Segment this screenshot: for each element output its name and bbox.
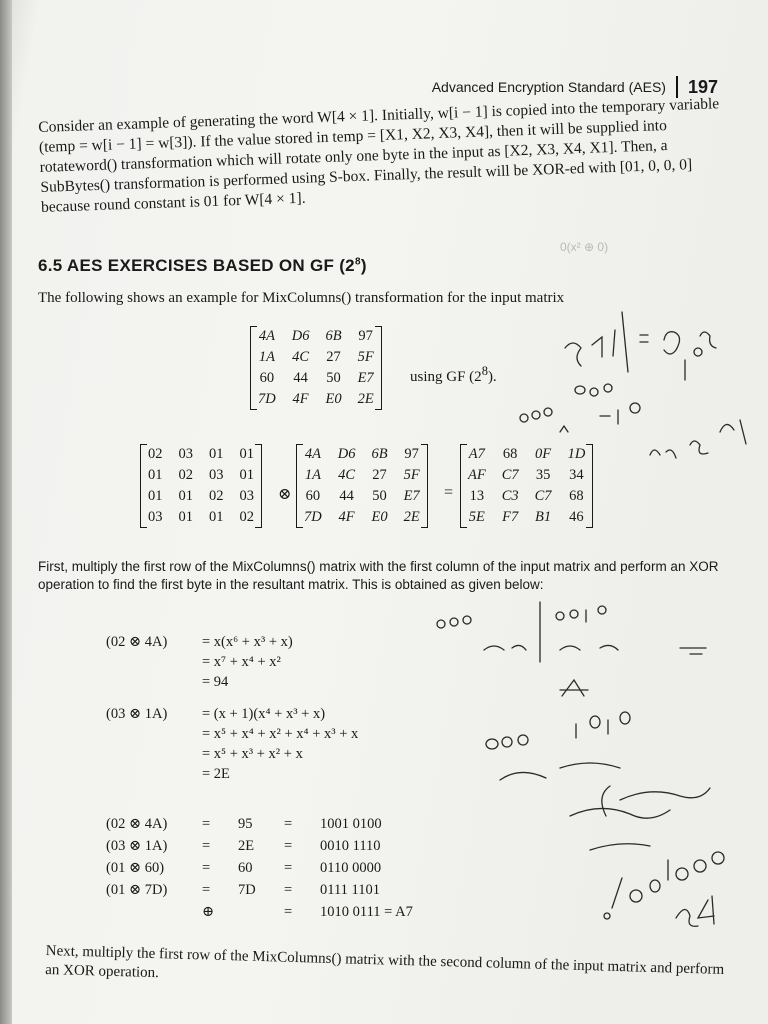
input-matrix-copy-cell: E7 <box>403 488 420 504</box>
using-text: using GF (2 <box>410 369 482 385</box>
xor-table-cell: 7D <box>238 882 256 898</box>
mixcolumns-matrix-cell: 01 <box>148 467 163 483</box>
output-matrix-cell: 68 <box>502 446 518 462</box>
output-matrix-cell: F7 <box>502 509 519 525</box>
input-matrix-copy-cell: 44 <box>339 488 354 504</box>
input-matrix-cell: 44 <box>293 370 308 386</box>
calc1-lhs: (02 ⊗ 4A) <box>106 634 168 650</box>
page-number: 197 <box>687 76 718 97</box>
output-matrix-cell: 35 <box>535 467 551 483</box>
calc2-line: = (x + 1)(x⁴ + x³ + x) <box>202 706 326 722</box>
input-matrix-cell: 4C <box>292 349 310 365</box>
xor-table-cell: 0111 1101 <box>320 882 381 898</box>
input-matrix-copy-cell: 5F <box>403 467 420 483</box>
section-heading <box>38 256 367 276</box>
using-gf-label <box>410 364 497 386</box>
xor-table-cell: = <box>284 882 293 898</box>
input-matrix-copy-cell: 4C <box>338 467 356 483</box>
input-matrix-copy-cell: 2E <box>403 509 420 525</box>
output-matrix-cell: C7 <box>501 467 519 483</box>
input-matrix-cell: 50 <box>326 370 341 386</box>
xor-table-cell: 60 <box>238 860 253 876</box>
input-matrix-cell: E7 <box>357 370 374 386</box>
calc2-lhs: (03 ⊗ 1A) <box>106 706 168 722</box>
page-binding-edge <box>0 0 12 1024</box>
calc1-line: = x⁷ + x⁴ + x² <box>202 654 281 670</box>
xor-table-cell: 2E <box>238 838 255 854</box>
mixcolumns-matrix-cell: 03 <box>148 509 163 525</box>
input-matrix-copy-cell: E0 <box>371 509 388 525</box>
mixcolumns-matrix-cell: 02 <box>178 467 193 483</box>
calc1-line: = x(x⁶ + x³ + x) <box>202 634 293 650</box>
output-matrix-cell: 0F <box>535 446 552 462</box>
input-matrix-cell: 97 <box>358 328 373 344</box>
input-matrix-copy-cell: D6 <box>337 446 356 462</box>
output-matrix-cell: 46 <box>569 509 584 525</box>
otimes-operator: ⊗ <box>278 486 292 503</box>
output-matrix-cell: 5E <box>468 509 485 525</box>
mixcolumns-matrix-cell: 02 <box>148 446 163 462</box>
xor-table-cell: = <box>284 816 293 832</box>
mixcolumns-matrix-cell: 03 <box>178 446 193 462</box>
input-matrix-copy-cell: 1A <box>304 467 321 483</box>
output-matrix-cell: 1D <box>567 446 586 462</box>
output-matrix-cell: A7 <box>468 446 485 462</box>
input-matrix-copy-cell: 97 <box>404 446 419 462</box>
input-matrix-cell: 60 <box>259 370 275 386</box>
mixcolumns-matrix-cell: 02 <box>239 509 254 525</box>
xor-table-cell: (02 ⊗ 4A) <box>106 816 168 832</box>
xor-table-cell: (01 ⊗ 60) <box>106 860 165 876</box>
mixcolumns-matrix-cell: 03 <box>239 488 254 504</box>
mixcolumns-matrix-cell: 01 <box>239 467 254 483</box>
input-matrix-cell: 27 <box>326 349 341 365</box>
xor-table-cell: = <box>284 838 293 854</box>
output-matrix-cell: AF <box>468 467 486 483</box>
output-matrix <box>460 444 593 528</box>
input-matrix-copy <box>296 444 428 528</box>
explanation-paragraph: First, multiply the first row of the MixColumns() matrix with the first column of the input matrix and perform an XOR operation to find the first byte in the resultant matrix. This is obtained as given below: <box>38 559 719 592</box>
output-matrix-cell: 13 <box>469 488 485 504</box>
calc1-line: = 94 <box>202 674 229 690</box>
calc2-line: = x⁵ + x⁴ + x² + x⁴ + x³ + x <box>202 726 359 742</box>
input-matrix-copy-cell: 4F <box>338 509 355 525</box>
xor-table-cell: = <box>284 860 293 876</box>
input-matrix-copy-cell: 27 <box>372 467 387 483</box>
input-matrix-cell: 4F <box>292 391 309 407</box>
xor-table-cell: = <box>202 860 211 876</box>
input-matrix-copy-cell: 7D <box>304 509 322 525</box>
xor-table-cell: (01 ⊗ 7D) <box>106 882 168 898</box>
mixcolumns-matrix-cell: 01 <box>239 446 254 462</box>
calc2-line: = x⁵ + x³ + x² + x <box>202 746 303 762</box>
mixcolumns-matrix-cell: 01 <box>178 509 193 525</box>
xor-table-cell: = <box>284 904 293 920</box>
input-matrix-cell: D6 <box>291 328 310 344</box>
mixcolumns-matrix-cell: 01 <box>178 488 193 504</box>
input-matrix-cell: 1A <box>258 349 275 365</box>
xor-table-cell: ⊕ <box>202 904 215 920</box>
input-matrix-copy-cell: 4A <box>304 446 321 462</box>
calc2-line: = 2E <box>202 766 230 782</box>
input-matrix-cell: 6B <box>325 328 342 344</box>
xor-table-cell: 0010 1110 <box>320 838 381 854</box>
intro-text: Consider an example of generating the word W[4 × 1]. Initially, w[i − 1] is copied into the temporary variable (temp = w[i − 1] = w[3]). If the value stored in temp = [X1, X2, X3, X4], then it will be supplied into rotateword() transformation which will rotate only one byte in the input as [X2, X3, X4, X1]. Then, a SubBytes() transformation is performed using S-box. Finally, the result will be XOR-ed with [01, 0, 0, 0] because round constant is 01 for W[4 × 1]. <box>38 95 720 216</box>
mixcolumns-matrix-cell: 02 <box>209 488 224 504</box>
input-matrix-copy-cell: 50 <box>372 488 387 504</box>
mixcolumns-matrix-cell: 01 <box>148 488 163 504</box>
using-close: ). <box>487 369 497 385</box>
input-matrix-cell: 2E <box>357 391 374 407</box>
section-heading-exponent: 8 <box>354 256 361 268</box>
mixcolumns-matrix <box>140 444 262 528</box>
xor-table-cell: 1001 0100 <box>320 816 382 832</box>
input-matrix-cell: 5F <box>357 349 374 365</box>
output-matrix-cell: 34 <box>569 467 584 483</box>
running-header <box>432 76 718 98</box>
equals-operator: = <box>444 484 454 501</box>
output-matrix-cell: B1 <box>535 509 552 525</box>
closing-paragraph: Next, multiply the first row of the MixColumns() matrix with the second column of the input matrix and perform an XOR operation. <box>44 942 725 982</box>
input-matrix-copy-cell: 6B <box>371 446 388 462</box>
xor-table-cell: = <box>202 882 211 898</box>
input-matrix-cell: E0 <box>325 391 342 407</box>
output-matrix-cell: C7 <box>534 488 552 504</box>
xor-table-cell: = <box>202 816 211 832</box>
output-matrix-cell: C3 <box>501 488 519 504</box>
xor-table-cell: = <box>202 838 211 854</box>
lead-sentence: The following shows an example for MixColumns() transformation for the input matrix <box>38 290 565 306</box>
using-exponent: 8 <box>481 364 488 378</box>
xor-table-cell: 0110 0000 <box>320 860 382 876</box>
mixcolumns-matrix-cell: 01 <box>209 509 224 525</box>
input-matrix <box>250 326 382 410</box>
mixcolumns-matrix-cell: 01 <box>209 446 224 462</box>
bleed-through-text: 0(x² ⊕ 0) <box>560 240 609 254</box>
xor-table-cell: (03 ⊗ 1A) <box>106 838 168 854</box>
output-matrix-cell: 68 <box>569 488 584 504</box>
section-heading-close: ) <box>360 256 367 275</box>
header-title: Advanced Encryption Standard (AES) <box>431 79 666 95</box>
input-matrix-cell: 4A <box>258 328 275 344</box>
input-matrix-cell: 7D <box>258 391 276 407</box>
mixcolumns-matrix-cell: 03 <box>209 467 224 483</box>
xor-table-cell: 95 <box>238 816 253 832</box>
input-matrix-copy-cell: 60 <box>305 488 321 504</box>
section-heading-text: 6.5 AES EXERCISES BASED ON GF (2 <box>38 256 355 275</box>
xor-table-cell: 1010 0111 = A7 <box>320 904 413 920</box>
